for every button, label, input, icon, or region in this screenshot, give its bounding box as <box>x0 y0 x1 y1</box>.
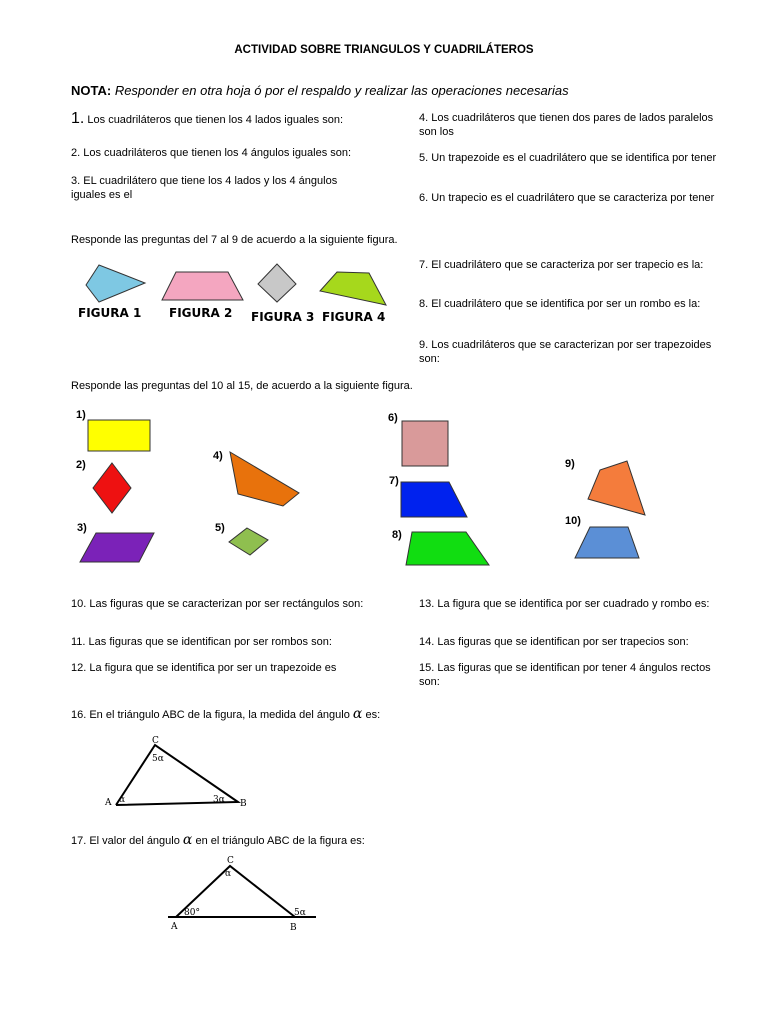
question-1-text: Los cuadriláteros que tienen los 4 lados iguales son: <box>84 114 344 126</box>
triangle-17 <box>168 856 316 933</box>
shape-10-trapezoid <box>575 527 639 558</box>
shape-label-8: 8) <box>392 529 402 541</box>
shape-2-rhombus <box>93 463 131 513</box>
question-16-text-a: 16. En el triángulo ABC de la figura, la medida del ángulo <box>71 709 353 721</box>
t16-vertex-b: B <box>240 799 247 809</box>
shape-label-6: 6) <box>388 412 398 424</box>
question-7: 7. El cuadrilátero que se caracteriza por ser trapecio es la: <box>419 259 704 271</box>
question-17-text-b: en el triángulo ABC de la figura es: <box>192 835 365 847</box>
t16-angle-a: α <box>119 795 126 805</box>
figura-4-trapezoide <box>320 272 386 305</box>
t16-vertex-a: A <box>105 798 112 808</box>
question-10: 10. Las figuras que se caracterizan por ser rectángulos son: <box>71 598 364 610</box>
question-15: 15. Las figuras que se identifican por tener 4 ángulos rectos son: <box>419 662 711 688</box>
question-14: 14. Las figuras que se identifican por ser trapecios son: <box>419 636 689 648</box>
t17-angle-c: α <box>225 869 232 879</box>
shape-4-quadrilateral <box>230 452 299 506</box>
t16-angle-c: 5α <box>152 754 164 764</box>
shape-label-1: 1) <box>76 409 86 421</box>
figura-2-label: FIGURA 2 <box>169 306 233 320</box>
shape-7-trapezoid <box>401 482 467 517</box>
triangle-16 <box>104 736 247 809</box>
shape-3-parallelogram <box>80 533 154 562</box>
shape-1-rectangle <box>88 420 150 451</box>
t17-angle-a: 80° <box>184 908 200 918</box>
figura-4-label: FIGURA 4 <box>322 310 386 324</box>
shape-label-2: 2) <box>76 459 86 471</box>
t16-vertex-c: C <box>152 736 159 746</box>
shape-label-7: 7) <box>389 475 399 487</box>
question-17-text-a: 17. El valor del ángulo <box>71 835 183 847</box>
shape-label-5: 5) <box>215 522 225 534</box>
question-9: 9. Los cuadriláteros que se caracterizan por ser trapezoides son: <box>419 339 712 365</box>
shape-label-3: 3) <box>77 522 87 534</box>
t17-vertex-c: C <box>227 856 234 866</box>
question-12: 12. La figura que se identifica por ser un trapezoide es <box>71 662 337 674</box>
question-2: 2. Los cuadriláteros que tienen los 4 ángulos iguales son: <box>71 147 352 159</box>
question-3: 3. EL cuadrilátero que tiene los 4 lados y los 4 ángulos iguales es el <box>71 175 338 201</box>
shape-6-square <box>402 421 448 466</box>
question-8: 8. El cuadrilátero que se identifica por ser un rombo es la: <box>419 298 701 310</box>
question-4: 4. Los cuadriláteros que tienen dos pares de lados paralelos son los <box>419 112 714 138</box>
t17-vertex-a: A <box>171 922 178 932</box>
shape-8-trapezoid <box>406 532 489 565</box>
figura-1-kite <box>86 265 145 302</box>
instruction-10-15: Responde las preguntas del 10 al 15, de acuerdo a la siguiente figura. <box>71 380 413 392</box>
nota-label: NOTA: <box>71 83 112 98</box>
question-13: 13. La figura que se identifica por ser cuadrado y rombo es: <box>419 598 710 610</box>
alpha-symbol: α <box>352 706 363 722</box>
figura-3-rombo <box>258 264 296 302</box>
page-title: ACTIVIDAD SOBRE TRIANGULOS Y CUADRILÁTEROS <box>234 44 534 56</box>
question-11: 11. Las figuras que se identifican por ser rombos son: <box>71 636 332 648</box>
figura-3-label: FIGURA 3 <box>251 310 315 324</box>
question-1-number: 1. <box>71 110 85 127</box>
figura-2-trapecio <box>162 272 243 300</box>
question-6: 6. Un trapecio es el cuadrilátero que se caracteriza por tener <box>419 192 715 204</box>
question-5: 5. Un trapezoide es el cuadrilátero que se identifica por tener <box>419 152 717 164</box>
shape-label-9: 9) <box>565 458 575 470</box>
instruction-7-9: Responde las preguntas del 7 al 9 de acuerdo a la siguiente figura. <box>71 234 398 246</box>
t17-vertex-b: B <box>290 923 297 933</box>
shape-5-rhombus <box>229 528 268 555</box>
alpha-symbol: α <box>182 832 193 848</box>
t16-angle-b: 3α <box>213 795 225 805</box>
shape-9-quadrilateral <box>588 461 645 515</box>
question-16-text-b: es: <box>362 709 381 721</box>
t17-angle-b: 5α <box>294 908 306 918</box>
shape-label-4: 4) <box>213 450 223 462</box>
shape-label-10: 10) <box>565 515 581 527</box>
figura-1-label: FIGURA 1 <box>78 306 142 320</box>
nota-text: Responder en otra hoja ó por el respaldo y realizar las operaciones necesarias <box>111 83 569 98</box>
